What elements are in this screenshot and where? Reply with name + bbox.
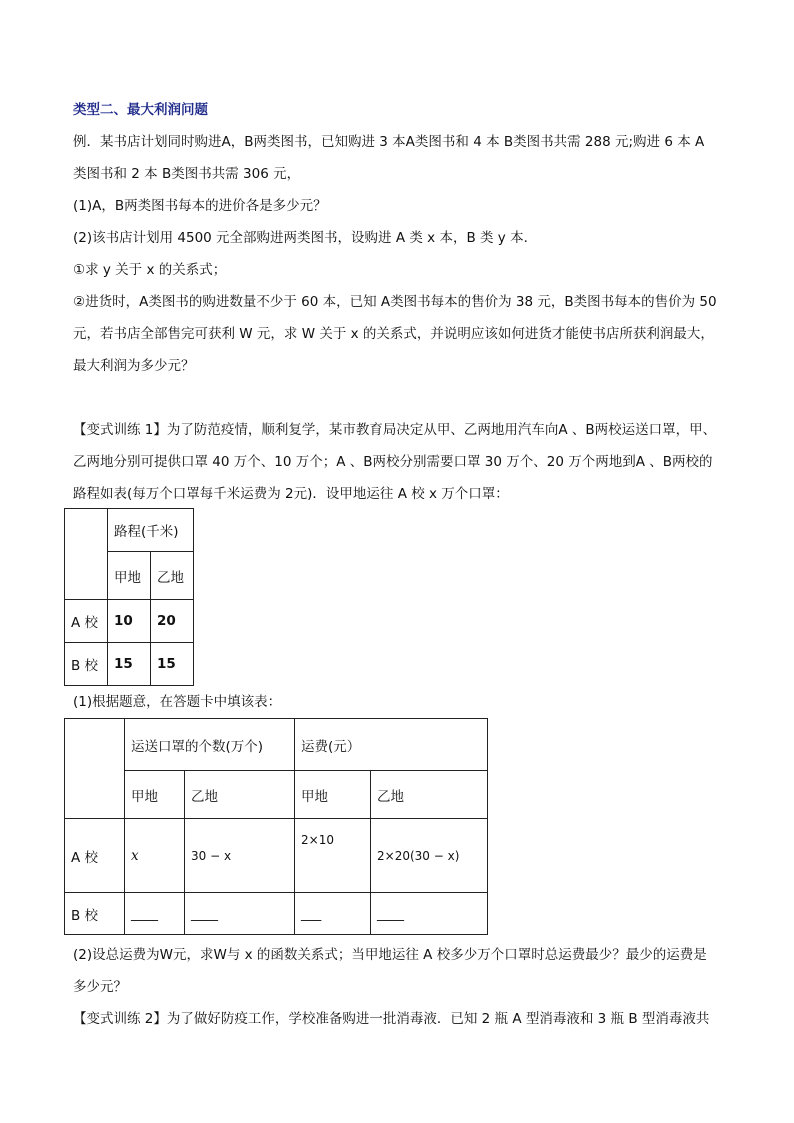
fill-in-table-sub-jia-cost: 甲地: [295, 771, 371, 819]
fill-in-table-sub-jia: 甲地: [125, 771, 185, 819]
example-question-1: (1)A，B两类图书每本的进价各是多少元？: [73, 198, 327, 214]
fill-in-table-row-label: B 校: [65, 893, 125, 935]
training2-line-1: 【变式训练 2】为了做好防疫工作，学校准备购进一批消毒液．已知 2 瓶 A 型消毒液和 3 瓶 B 型消毒液共: [73, 1011, 710, 1027]
training1-line-3: 路程如表(每万个口罩每千米运费为 2元)．设甲地运往 A 校 x 万个口罩：: [73, 486, 509, 502]
fill-in-table-blank: ____: [371, 893, 488, 935]
fill-in-table-cell: 2×20(30 − x): [371, 819, 488, 893]
distance-table-header: 路程(千米): [108, 509, 194, 552]
distance-table-cell: 10: [108, 600, 151, 643]
training1-question-2-line-1: (2)设总运费为W元，求W与 x 的函数关系式；当甲地运往 A 校多少万个口罩时总运费最少？最少的运费是: [73, 947, 707, 963]
training1-question-2-line-2: 多少元？: [73, 979, 127, 995]
distance-table-cell: 15: [108, 643, 151, 686]
example-question-2b-line-1: ②进货时，A类图书的购进数量不少于 60 本，已知 A类图书每本的售价为 38 元，B类图书每本的售价为 50: [73, 294, 717, 310]
fill-in-table: [64, 718, 488, 935]
distance-table-cell: 15: [151, 643, 194, 686]
table-row: [65, 819, 488, 893]
fill-in-table-cell: 30 − x: [185, 819, 295, 893]
example-line-1: 例．某书店计划同时购进A，B两类图书，已知购进 3 本A类图书和 4 本 B类图书共需 288 元;购进 6 本 A: [73, 134, 705, 150]
distance-table-col-jia: 甲地: [108, 552, 151, 600]
fill-in-table-cell: 2×10: [295, 819, 371, 893]
fill-in-table-sub-yi-cost: 乙地: [371, 771, 488, 819]
distance-table-col-yi: 乙地: [151, 552, 194, 600]
training1-line-1: 【变式训练 1】为了防范疫情，顺利复学，某市教育局决定从甲、乙两地用汽车向A 、B两校运送口罩，甲、: [73, 422, 717, 438]
distance-table-cell: 20: [151, 600, 194, 643]
table-row: [65, 600, 194, 643]
fill-in-table-blank: ___: [295, 893, 371, 935]
table-row: [65, 893, 488, 935]
example-question-2b-line-2: 元，若书店全部售完可获利 W 元，求 W 关于 x 的关系式，并说明应该如何进货才能使书店所获利润最大，: [73, 326, 714, 342]
example-question-2b-line-3: 最大利润为多少元？: [73, 358, 195, 374]
fill-in-table-corner: [65, 719, 125, 819]
example-question-2: (2)该书店计划用 4500 元全部购进两类图书，设购进 A 类 x 本，B 类 y 本．: [73, 230, 538, 246]
example-line-2: 类图书和 2 本 B类图书共需 306 元，: [73, 166, 301, 182]
fill-in-table-row-label: A 校: [65, 819, 125, 893]
fill-in-table-sub-yi: 乙地: [185, 771, 295, 819]
example-question-2a: ①求 y 关于 x 的关系式；: [73, 262, 227, 278]
distance-table: [64, 508, 194, 686]
fill-in-table-cell: x: [125, 819, 185, 893]
training1-question-1: (1)根据题意，在答题卡中填该表：: [73, 694, 282, 710]
table-row: [65, 643, 194, 686]
distance-table-row-label: B 校: [65, 643, 108, 686]
distance-table-row-label: A 校: [65, 600, 108, 643]
fill-in-table-header-count: 运送口罩的个数(万个): [125, 719, 295, 771]
distance-table-corner: [65, 509, 108, 600]
fill-in-table-header-cost: 运费(元）: [295, 719, 488, 771]
fill-in-table-blank: ____: [185, 893, 295, 935]
training1-line-2: 乙两地分别可提供口罩 40 万个、10 万个；A 、B两校分别需要口罩 30 万个、20 万个两地到A 、B两校的: [73, 454, 713, 470]
fill-in-table-blank: ____: [125, 893, 185, 935]
section-title: 类型二、最大利润问题: [73, 102, 208, 118]
